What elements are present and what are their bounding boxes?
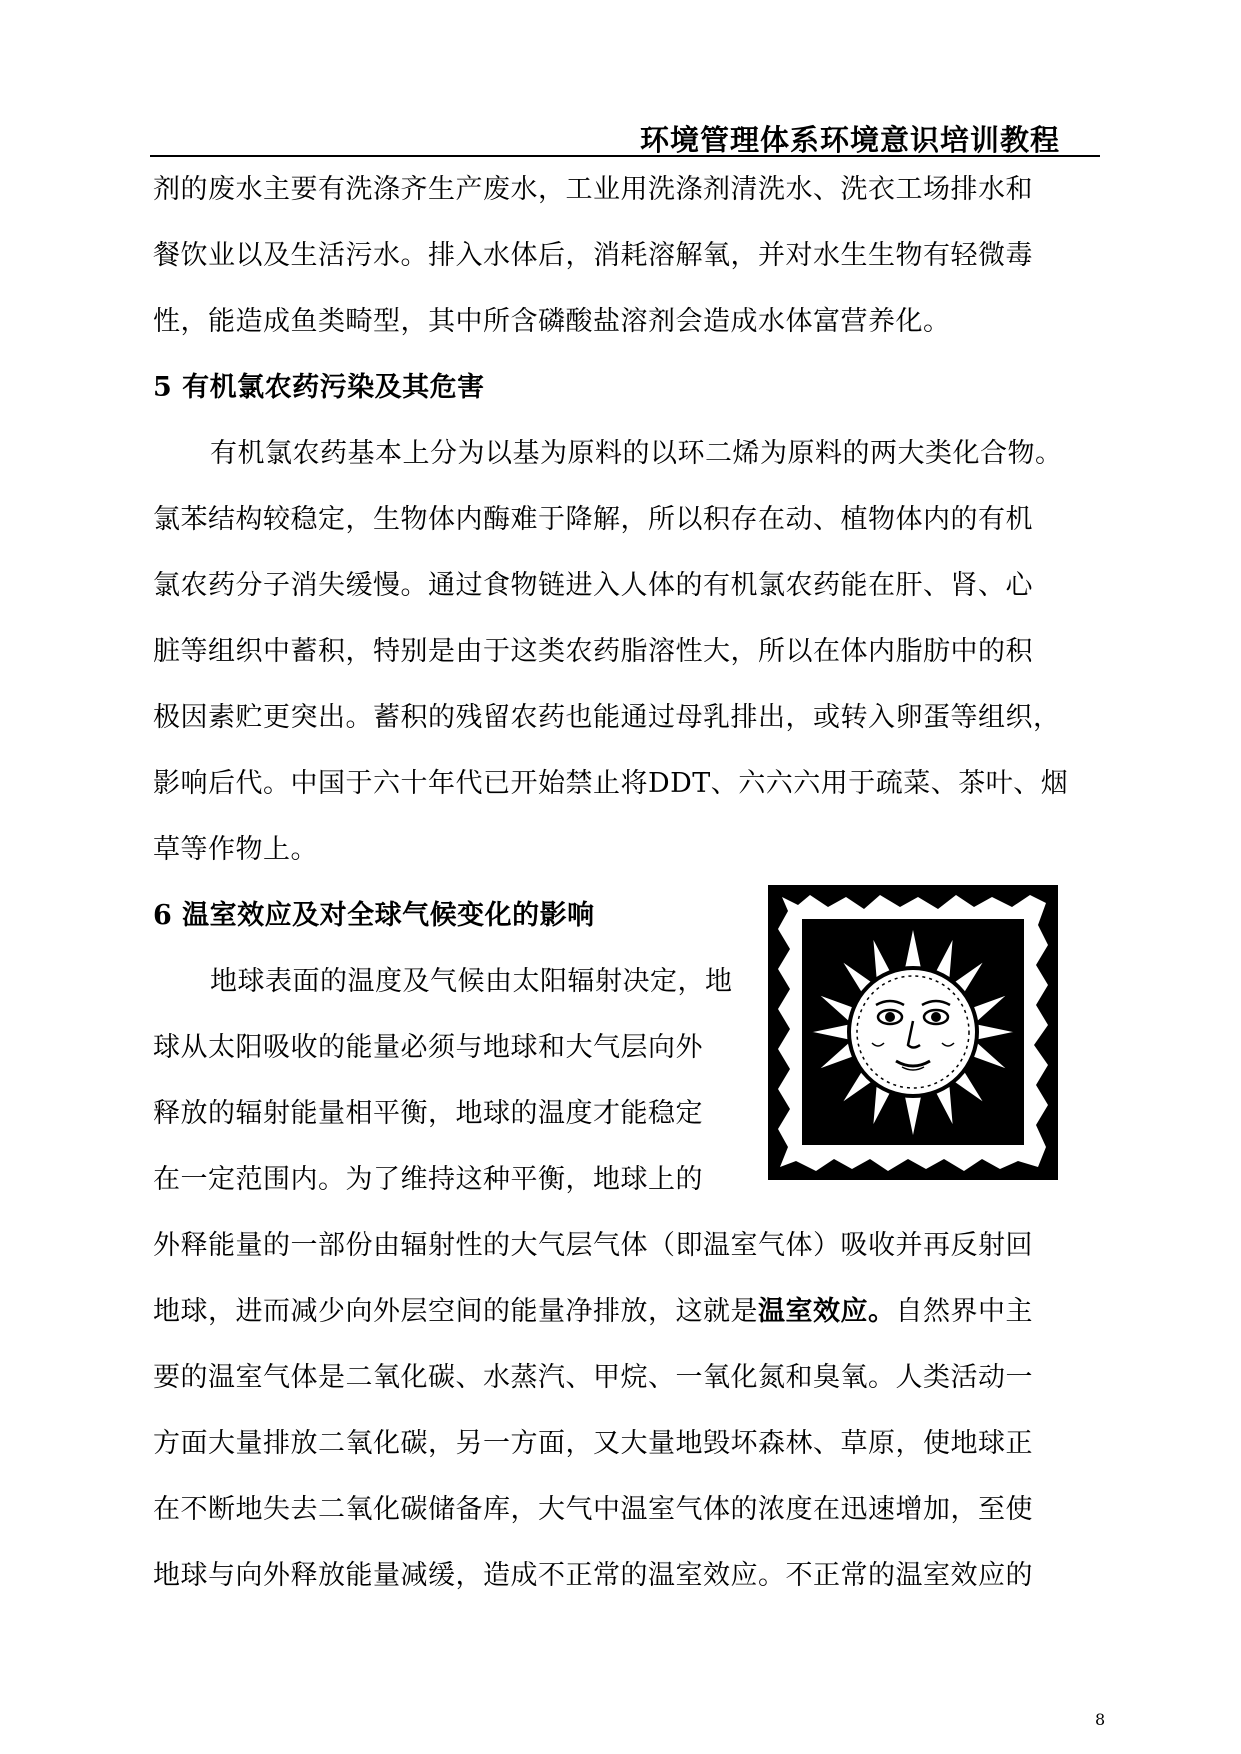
body-line: 释放的辐射能量相平衡，地球的温度才能稳定 (153, 1098, 703, 1129)
body-line: 影响后代。中国于六十年代已开始禁止将DDT、六六六用于疏菜、茶叶、烟 (153, 768, 1069, 799)
body-line: 外释能量的一部份由辐射性的大气层气体（即温室气体）吸收并再反射回 (153, 1230, 1033, 1261)
page-number: 8 (1095, 1710, 1106, 1729)
body-line: 性，能造成鱼类畸型，其中所含磷酸盐溶剂会造成水体富营养化。 (153, 306, 951, 337)
body-line: 地球与向外释放能量减缓，造成不正常的温室效应。不正常的温室效应的 (153, 1560, 1033, 1591)
header-rule (150, 155, 1100, 157)
body-line: 有机氯农药基本上分为以基为原料的以环二烯为原料的两大类化合物。 (210, 438, 1063, 469)
section-heading-6: 6 温室效应及对全球气候变化的影响 (153, 900, 595, 931)
body-line: 在不断地失去二氧化碳储备库，大气中温室气体的浓度在迅速增加，至使 (153, 1494, 1033, 1525)
body-line: 极因素贮更突出。蓄积的残留农药也能通过母乳排出，或转入卵蛋等组织， (153, 702, 1061, 733)
section-heading-5: 5 有机氯农药污染及其危害 (153, 372, 485, 403)
body-text: 地球，进而减少向外层空间的能量净排放，这就是 (153, 1296, 758, 1327)
body-line: 脏等组织中蓄积，特别是由于这类农药脂溶性大，所以在体内脂肪中的积 (153, 636, 1033, 667)
body-line: 剂的废水主要有洗涤齐生产废水，工业用洗涤剂清洗水、洗衣工场排水和 (153, 174, 1033, 205)
body-line: 氯苯结构较稳定，生物体内酶难于降解，所以积存在动、植物体内的有机 (153, 504, 1033, 535)
body-line: 草等作物上。 (153, 834, 318, 865)
body-line (153, 1294, 1033, 1330)
running-header: 环境管理体系环境意识培训教程 (639, 123, 1060, 157)
body-line: 地球表面的温度及气候由太阳辐射决定，地 (210, 966, 733, 997)
body-line: 球从太阳吸收的能量必须与地球和大气层向外 (153, 1032, 703, 1063)
body-line: 在一定范围内。为了维持这种平衡，地球上的 (153, 1164, 703, 1195)
term-greenhouse-effect: 温室效应。 (758, 1296, 896, 1327)
body-line: 方面大量排放二氧化碳，另一方面，又大量地毁坏森林、草原，使地球正 (153, 1428, 1033, 1459)
body-text: 自然界中主 (895, 1296, 1033, 1327)
sun-face-icon (768, 885, 1058, 1180)
body-line: 氯农药分子消失缓慢。通过食物链进入人体的有机氯农药能在肝、肾、心 (153, 570, 1033, 601)
body-line: 要的温室气体是二氧化碳、水蒸汽、甲烷、一氧化氮和臭氧。人类活动一 (153, 1362, 1033, 1393)
body-line: 餐饮业以及生活污水。排入水体后，消耗溶解氧，并对水生生物有轻微毒 (153, 240, 1033, 271)
